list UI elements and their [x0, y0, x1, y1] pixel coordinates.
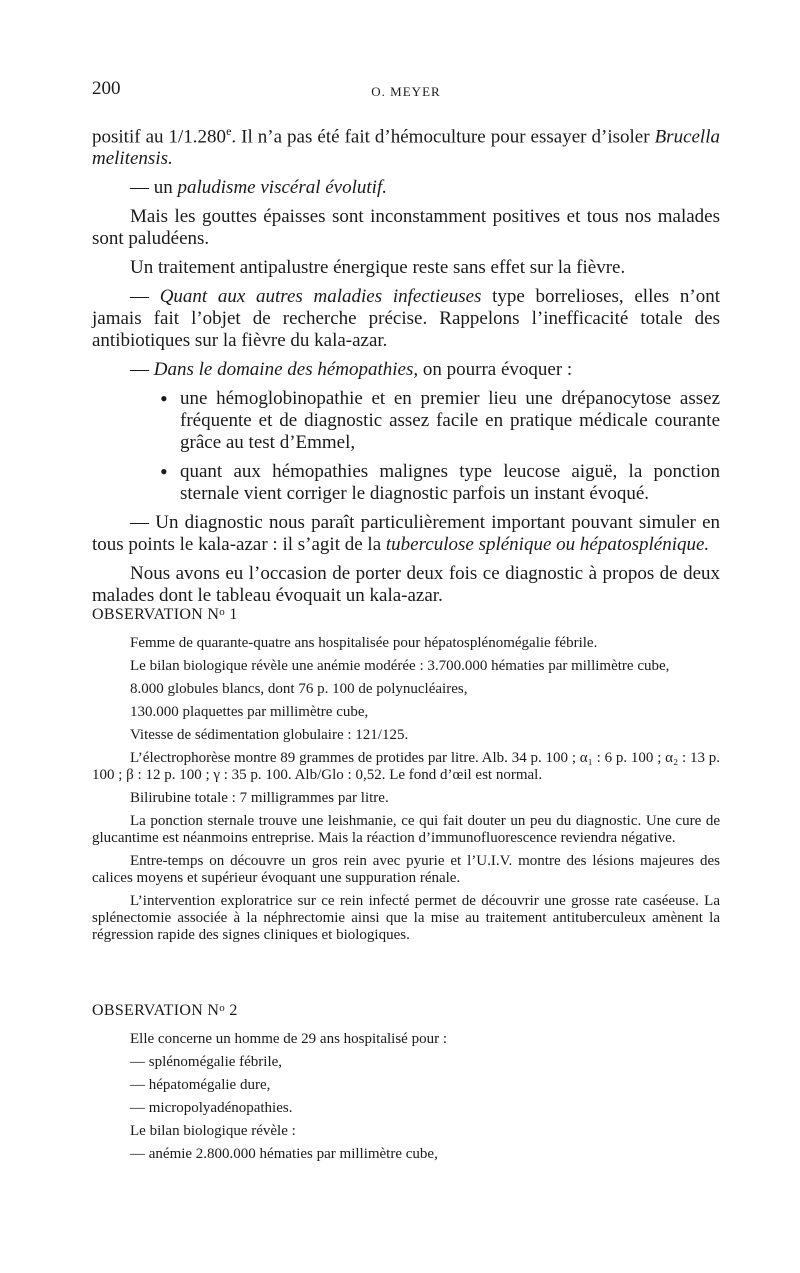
paragraph: — Dans le domaine des hémopathies, on pourra évoquer : [130, 359, 573, 381]
observation-line: — micropolyadénopathies. [130, 1100, 293, 1116]
observation-line: Le bilan biologique révèle une anémie modérée : 3.700.000 hématies par millimètre cube, [130, 658, 670, 674]
observation-line: — anémie 2.800.000 hématies par millimètre cube, [130, 1146, 438, 1162]
observation-line: Elle concerne un homme de 29 ans hospitalisé pour : [130, 1031, 447, 1047]
bullet-item: • une hémoglobinopathie et en premier lieu une drépanocytose assez fréquente et de diagnostic assez facile en pratique médicale courante grâce au test d’Emmel, [92, 388, 720, 454]
observation-line: L’intervention exploratrice sur ce rein infecté permet de découvrir une grosse rate caséeuse. La splénectomie associée à la néphrectomie ainsi que la mise au traitement antituberculeux amènent la régression rapide des signes cliniques et biologiques. [92, 893, 720, 943]
observation-2 [92, 1000, 720, 1169]
observation-line: Vitesse de sédimentation globulaire : 121/125. [130, 727, 409, 743]
paragraph: — un paludisme viscéral évolutif. [130, 177, 387, 199]
observation-line: Femme de quarante-quatre ans hospitalisée pour hépatosplénomégalie fébrile. [130, 635, 598, 651]
paragraph: Mais les gouttes épaisses sont inconstamment positives et tous nos malades sont paludéens. [92, 206, 720, 250]
observation-line: Le bilan biologique révèle : [130, 1123, 296, 1139]
observation-1 [92, 604, 720, 950]
bullet-item: • quant aux hémopathies malignes type leucose aiguë, la ponction sternale vient corriger le diagnostic parfois un instant évoqué. [92, 461, 720, 505]
observation-line: Entre-temps on découvre un gros rein avec pyurie et l’U.I.V. montre des lésions majeures des calices moyens et supérieur évoquant une suppuration rénale. [92, 853, 720, 886]
running-head: O. MEYER [371, 84, 441, 99]
observation-line: La ponction sternale trouve une leishmanie, ce qui fait douter un peu du diagnostic. Une cure de glucantime est néanmoins entreprise. Mais la réaction d’immunofluorescence reviendra négative. [92, 813, 720, 846]
observation-title: OBSERVATION $N^o$ 2 [92, 1002, 238, 1019]
page-header [92, 78, 720, 106]
observation-line: Bilirubine totale : 7 milligrammes par litre. [130, 790, 389, 806]
page-number: 200 [92, 78, 121, 99]
paragraph: — Quant aux autres maladies infectieuses type borrelioses, elles n’ont jamais fait l’objet de recherche précise. Rappelons l’inefficacité totale des antibiotiques sur la fièvre du kala-azar. [92, 286, 720, 352]
paragraph: Nous avons eu l’occasion de porter deux fois ce diagnostic à propos de deux malades dont le tableau évoquait un kala-azar. [92, 563, 720, 607]
observation-title: OBSERVATION $N^o$ 1 [92, 606, 238, 623]
bullet-list [92, 388, 720, 505]
paragraph: Un traitement antipalustre énergique reste sans effet sur la fièvre. [130, 257, 626, 279]
observation-line: — splénomégalie fébrile, [130, 1054, 283, 1070]
observation-line: 130.000 plaquettes par millimètre cube, [130, 704, 369, 720]
observation-line: — hépatomégalie dure, [130, 1077, 271, 1093]
observation-line: 8.000 globules blancs, dont 76 p. 100 de polynucléaires, [130, 681, 468, 697]
observation-line: L’électrophorèse montre 89 grammes de protides par litre. Alb. 34 p. 100 ; α₁ : 6 p. 100 ; α₂ : 13 p. 100 ; β : 12 p. 100 ; γ : 35 p. 100. Alb/Glo : 0,52. Le fond d’œil est normal. [92, 750, 720, 783]
main-text [92, 120, 720, 614]
paragraph: — Un diagnostic nous paraît particulièrement important pouvant simuler en tous points le kala-azar : il s’agit de la tuberculose splénique ou hépatosplénique. [92, 512, 720, 556]
paragraph: positif au 1/1.280e. Il n’a pas été fait d’hémoculture pour essayer d’isoler Brucella melitensis. [92, 124, 720, 170]
